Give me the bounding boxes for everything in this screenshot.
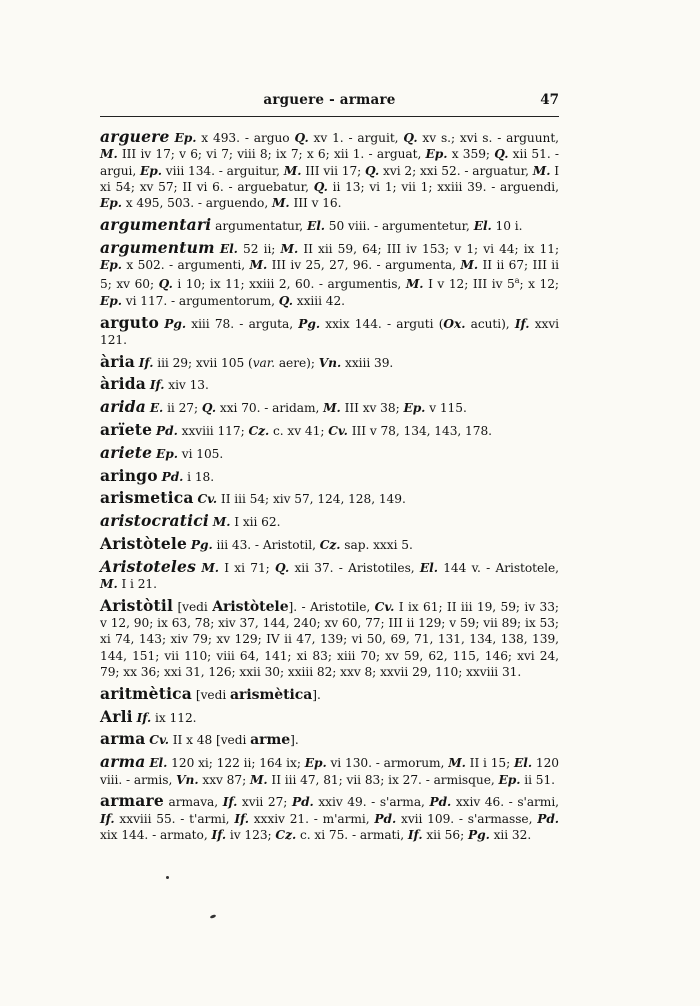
work-abbreviation: Pd.: [156, 424, 178, 439]
work-abbreviation: Ox.: [443, 316, 466, 331]
work-abbreviation: Ep.: [140, 163, 162, 178]
entry-text: xii 51. - argui,: [100, 147, 559, 178]
work-abbreviation: Q.: [158, 277, 173, 292]
headword: argumentum: [100, 237, 215, 257]
entry-text: xxviii 117;: [177, 424, 249, 439]
work-abbreviation: Cz.: [275, 827, 297, 842]
work-abbreviation: M.: [100, 577, 118, 592]
entry-arma-lat: [100, 754, 559, 788]
entry-text: xiv 13.: [164, 378, 209, 393]
entry-text: II i 15;: [465, 756, 515, 771]
entry-text: x 502. - argumenti,: [121, 258, 250, 273]
work-abbreviation: M.: [201, 560, 219, 575]
entry-text: acuti),: [465, 316, 515, 331]
work-abbreviation: M.: [283, 163, 302, 178]
entry-aria: [100, 351, 559, 371]
running-header: [100, 92, 559, 117]
work-abbreviation: M.: [271, 196, 290, 211]
entry-text: armava,: [163, 795, 223, 810]
entry-text: 10 i.: [491, 218, 523, 233]
entry-text: ii 27;: [163, 401, 202, 416]
entry-text: I ix 61; II iii 19, 59; iv 33; v 12, 90; ix 63, 78; xiv 37, 144, 240; xv 60, 77; III ii 129; v 59; vii 89; ix 53; xi 74, 143; xiv 79; xv 129; IV ii 47, 139; vi 50, 69, 71, 131, 134, 138, 139, 144, 151; vii 110; viii 64, 141; xi 83; xiii 70; xv 59, 62, 115, 146; xvi 24, 79; xx 36; xxi 31, 126; xxii 30; xxiii 82; xxv 8; xxvii 29, 110; xxviii 31.: [100, 599, 559, 680]
work-abbreviation: Pd.: [291, 795, 314, 810]
entry-text: ]. - Aristotile,: [288, 599, 375, 614]
page-number: 47: [540, 92, 559, 108]
entry-text: 50 viii. - argumentetur,: [324, 218, 474, 233]
work-abbreviation: Q.: [403, 131, 418, 145]
entry-text: ].: [312, 687, 321, 702]
headword: Aristoteles: [100, 556, 197, 576]
entry-text: 144 v. - Aristotele,: [437, 560, 560, 575]
entry-text: III v 16.: [289, 196, 342, 211]
headword: arma: [100, 729, 146, 749]
ink-speck: [166, 876, 169, 879]
work-abbreviation: El.: [419, 560, 438, 575]
entry-text: vi 105.: [177, 446, 224, 461]
work-abbreviation: Cz.: [248, 424, 270, 439]
work-abbreviation: If.: [222, 795, 238, 810]
work-abbreviation: Vn.: [176, 772, 199, 787]
entry-text: ix 112.: [151, 710, 197, 725]
work-abbreviation: Q.: [275, 560, 290, 575]
work-abbreviation: Ep.: [156, 446, 178, 461]
entry-text: x 493. - arguo: [196, 131, 295, 145]
headword: Arli: [100, 706, 133, 726]
entry-text: I i 21.: [117, 577, 157, 592]
entry-text: i 18.: [183, 469, 215, 484]
entry-armare: [100, 793, 559, 843]
headword: ària: [100, 351, 135, 371]
headword: armare: [100, 791, 164, 811]
entry-text: i 10; ix 11; xxiii 2, 60. - argumentis,: [172, 277, 406, 292]
entry-text: xxvi 121.: [100, 316, 560, 347]
headword: arma: [100, 752, 146, 772]
entry-arli: [100, 706, 559, 726]
work-abbreviation: Pg.: [298, 316, 321, 331]
work-abbreviation: M.: [212, 515, 231, 530]
headword: aringo: [100, 465, 158, 485]
work-abbreviation: If.: [149, 378, 165, 393]
work-abbreviation: Pg.: [467, 827, 490, 842]
headword: aristocratici: [100, 511, 209, 531]
entry-text: xxiv 49. - s'arma,: [313, 795, 430, 810]
entry-text: xii 37. - Aristotiles,: [289, 560, 420, 575]
work-abbreviation: Q.: [494, 147, 509, 162]
work-abbreviation: Q.: [313, 179, 328, 194]
entry-text: II xii 59, 64; III iv 153; v 1; vi 44; ix 11;: [298, 241, 559, 256]
entry-text: I xi 71;: [218, 560, 276, 575]
work-abbreviation: El.: [306, 218, 325, 233]
work-abbreviation: Cz.: [319, 538, 341, 552]
work-abbreviation: Cv.: [328, 424, 348, 439]
entry-ariete: [100, 422, 559, 439]
entry-text: xvii 27;: [237, 795, 292, 810]
work-abbreviation: Ep.: [304, 756, 327, 771]
entry-arguto: [100, 312, 560, 349]
work-abbreviation: Ep.: [100, 196, 122, 211]
work-abbreviation: Ep.: [498, 772, 521, 787]
work-abbreviation: If.: [136, 710, 152, 725]
entry-text: ii 51.: [520, 772, 555, 787]
headword: ariete: [100, 442, 153, 462]
entry-text: II ii 67; III ii 5; xv 60;: [100, 258, 559, 292]
entry-text: xvi 2; xxi 52. - arguatur,: [379, 163, 533, 178]
work-abbreviation: M.: [405, 277, 424, 292]
entry-text: xii 56;: [422, 827, 468, 842]
entry-argumentum: [100, 237, 559, 309]
work-abbreviation: Q.: [294, 131, 309, 145]
work-abbreviation: Pd.: [429, 795, 452, 810]
entry-text: aere);: [275, 355, 319, 370]
work-abbreviation: Ep.: [174, 131, 197, 145]
entry-text: 120 viii. - armis,: [100, 756, 559, 787]
entry-aristocratici: [100, 513, 559, 530]
headword: Aristòtil: [100, 595, 174, 615]
entry-text: III iv 25, 27, 96. - argumenta,: [267, 258, 461, 273]
work-abbreviation: Pd.: [161, 469, 184, 484]
work-abbreviation: M.: [249, 772, 268, 787]
entry-text: [vedi: [192, 687, 231, 702]
headword: Aristòtele: [100, 534, 188, 553]
entry-text: I v 12; III iv 5: [423, 277, 515, 292]
entry-text: c. xi 75. - armati,: [296, 827, 408, 842]
entry-text: ii 13; vi 1; vii 1; xxiii 39. - arguendi,: [327, 179, 559, 194]
entry-text: ].: [290, 733, 299, 748]
entry-text: xxiv 46. - s'armi,: [451, 795, 559, 810]
entry-text: xxix 144. - arguti (: [320, 316, 444, 331]
cross-reference: Aristòtele: [212, 598, 289, 615]
entry-text: sap. xxxi 5.: [340, 538, 413, 552]
entry-text: II iii 47, 81; vii 83; ix 27. - armisque,: [267, 772, 499, 787]
entry-text: vi 117. - argumentorum,: [121, 293, 279, 308]
work-abbreviation: M.: [532, 163, 551, 178]
work-abbreviation: Pd.: [374, 811, 397, 826]
entry-text: xxxiv 21. - m'armi,: [248, 811, 375, 826]
running-title: arguere - armare: [263, 92, 396, 108]
entry-aringo: [100, 465, 559, 485]
entry-aristotil: [100, 595, 559, 680]
entry-text: a: [514, 276, 520, 286]
headword: arïete: [100, 420, 153, 440]
work-abbreviation: If.: [407, 827, 423, 842]
entry-text: III vii 17;: [301, 163, 366, 178]
entry-text: iv 123;: [226, 827, 276, 842]
entry-arida: [100, 376, 559, 393]
entry-text: xxviii 55. - t'armi,: [114, 811, 235, 826]
work-abbreviation: If.: [514, 316, 530, 331]
entry-aritmetica: [100, 683, 559, 703]
work-abbreviation: M.: [280, 241, 299, 256]
entry-text: xxiii 42.: [292, 293, 346, 308]
ink-speck: [210, 914, 217, 919]
work-abbreviation: Pd.: [537, 811, 559, 826]
entry-text: iii 43. - Aristotil,: [212, 538, 320, 552]
entry-text: xiii 78. - arguta,: [186, 316, 299, 331]
work-abbreviation: M.: [323, 401, 341, 416]
entry-text: xii 32.: [489, 827, 532, 842]
entry-text: var.: [252, 355, 276, 370]
entry-text: v 115.: [425, 401, 467, 416]
entry-text: c. xv 41;: [269, 424, 329, 439]
entry-arida-lat: [100, 399, 559, 416]
entry-text: [vedi: [173, 599, 213, 614]
entry-text: III iv 17; v 6; vi 7; viii 8; ix 7; x 6; xii 1. - arguat,: [117, 147, 426, 162]
work-abbreviation: Cv.: [374, 599, 395, 614]
entry-text: III v 78, 134, 143, 178.: [347, 424, 492, 439]
work-abbreviation: El.: [219, 241, 238, 256]
entry-text: xv 1. - arguit,: [308, 131, 404, 145]
entry-text: 52 ii;: [237, 241, 281, 256]
work-abbreviation: Ep.: [403, 401, 426, 416]
work-abbreviation: Cv.: [149, 733, 169, 748]
work-abbreviation: If.: [211, 827, 227, 842]
entry-text: 120 xi; 122 ii; 164 ix;: [167, 756, 305, 771]
work-abbreviation: El.: [149, 756, 168, 771]
entry-text: vi 130. - armorum,: [326, 756, 449, 771]
entry-text: argumentatur,: [211, 218, 307, 233]
dictionary-entries: [100, 129, 559, 849]
entry-text: xix 144. - armato,: [100, 827, 212, 842]
entry-text: I xi 54; xv 57; II vi 6. - arguebatur,: [100, 163, 559, 194]
work-abbreviation: If.: [138, 355, 154, 370]
entry-text: x 495, 503. - arguendo,: [121, 196, 272, 211]
headword: arida: [100, 397, 146, 417]
headword: arguto: [100, 312, 160, 332]
entry-text: I xii 62.: [230, 515, 281, 530]
work-abbreviation: Q.: [278, 293, 293, 308]
headword: arguere: [100, 127, 170, 146]
entry-arma: [100, 731, 559, 748]
cross-reference: arismètica: [230, 686, 313, 703]
entry-argumentari: [100, 214, 559, 234]
entry-text: xxi 70. - aridam,: [216, 401, 324, 416]
entry-aristotele: [100, 536, 559, 553]
work-abbreviation: El.: [514, 756, 533, 771]
entry-ariete-lat: [100, 442, 559, 462]
work-abbreviation: Ep.: [425, 147, 448, 162]
entry-arismetica: [100, 490, 559, 507]
work-abbreviation: Ep.: [100, 258, 122, 273]
work-abbreviation: M.: [460, 258, 479, 273]
work-abbreviation: Ep.: [100, 293, 122, 308]
work-abbreviation: M.: [100, 147, 118, 162]
work-abbreviation: Cv.: [197, 492, 218, 507]
work-abbreviation: M.: [249, 258, 268, 273]
work-abbreviation: Q.: [365, 163, 380, 178]
work-abbreviation: El.: [473, 218, 492, 233]
headword: aritmètica: [100, 683, 193, 703]
entry-arguere: [100, 129, 559, 211]
entry-text: xv s.; xvi s. - arguunt,: [417, 131, 559, 145]
work-abbreviation: Vn.: [318, 355, 342, 370]
entry-text: viii 134. - arguitur,: [161, 163, 284, 178]
entry-aristoteles: [100, 556, 560, 593]
entry-text: III xv 38;: [340, 401, 404, 416]
entry-text: xxv 87;: [198, 772, 250, 787]
work-abbreviation: M.: [448, 756, 466, 771]
work-abbreviation: Pg.: [190, 538, 213, 552]
entry-text: II x 48 [vedi: [168, 733, 251, 748]
entry-text: II iii 54; xiv 57, 124, 128, 149.: [217, 492, 406, 507]
headword: arismetica: [100, 488, 194, 508]
headword: àrida: [100, 374, 146, 394]
work-abbreviation: If.: [100, 811, 115, 826]
headword: argumentari: [100, 214, 212, 234]
work-abbreviation: Q.: [201, 401, 217, 416]
entry-text: x 359;: [447, 147, 495, 162]
entry-text: ; x 12;: [519, 277, 559, 292]
cross-reference: arme: [250, 732, 291, 749]
work-abbreviation: Pg.: [164, 316, 187, 331]
entry-text: iii 29; xvii 105 (: [153, 355, 253, 370]
entry-text: xvii 109. - s'armasse,: [396, 811, 538, 826]
work-abbreviation: If.: [234, 811, 249, 826]
work-abbreviation: E.: [149, 401, 164, 416]
entry-text: xxiii 39.: [341, 355, 394, 370]
